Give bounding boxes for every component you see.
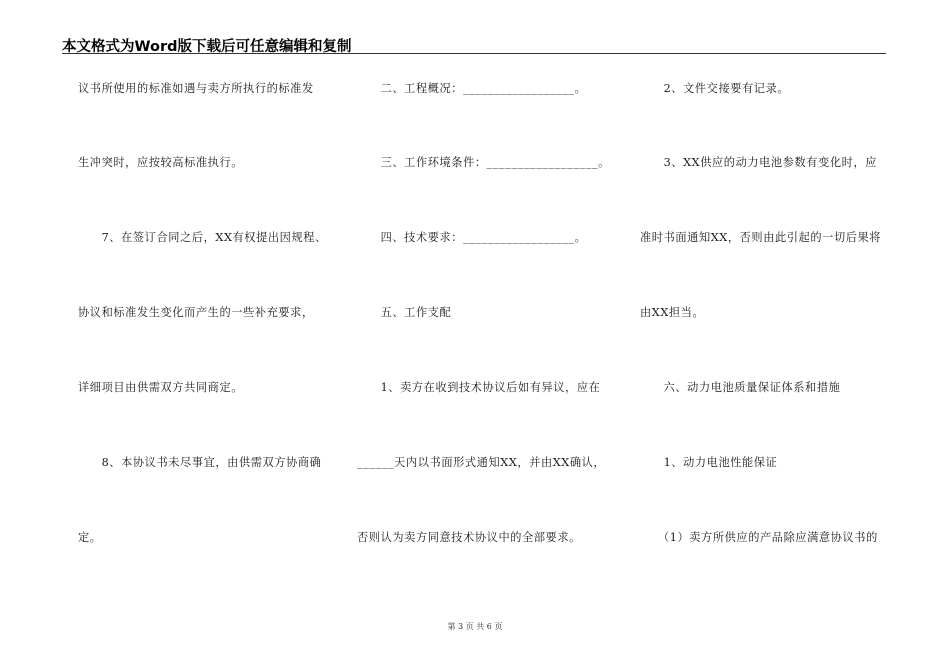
text-line: 1、卖方在收到技术协议后如有异议，应在 <box>357 381 601 394</box>
text-line: 协议和标准发生变化而产生的一些补充要求， <box>78 306 314 319</box>
text-line: 1、动力电池性能保证 <box>640 456 778 469</box>
text-line: 六、动力电池质量保证体系和措施 <box>640 381 841 394</box>
text-line: 否则认为卖方同意技术协议中的全部要求。 <box>357 531 581 544</box>
text-line: 由XX担当。 <box>640 306 705 319</box>
text-line: 生冲突时，应按较高标准执行。 <box>78 156 244 169</box>
text-line: ______天内以书面形式通知XX，并由XX确认， <box>357 456 606 469</box>
page-number: 第 3 页 共 6 页 <box>447 622 503 631</box>
text-line: 7、在签订合同之后，XX有权提出因规程、 <box>78 231 327 244</box>
text-line: 详细项目由供需双方共同商定。 <box>78 381 244 394</box>
text-line: （1）卖方所供应的产品除应满意协议书的 <box>640 531 878 544</box>
text-line: 定。 <box>78 531 102 544</box>
text-line: 五、工作支配 <box>357 306 452 319</box>
text-line: 8、本协议书未尽事宜，由供需双方协商确 <box>78 456 322 469</box>
text-line: 三、工作环境条件：__________________。 <box>357 156 610 169</box>
text-line: 议书所使用的标准如遇与卖方所执行的标准发 <box>78 82 314 95</box>
text-line: 2、文件交接要有记录。 <box>640 82 790 95</box>
text-line: 准时书面通知XX，否则由此引起的一切后果将 <box>640 231 882 244</box>
text-line: 二、工程概况：__________________。 <box>357 82 587 95</box>
text-line: 3、XX供应的动力电池参数有变化时，应 <box>640 156 878 169</box>
header-divider <box>62 53 886 54</box>
text-line: 四、技术要求：__________________。 <box>357 231 587 244</box>
document-header-title: 本文格式为Word版下载后可任意编辑和复制 <box>62 39 352 55</box>
